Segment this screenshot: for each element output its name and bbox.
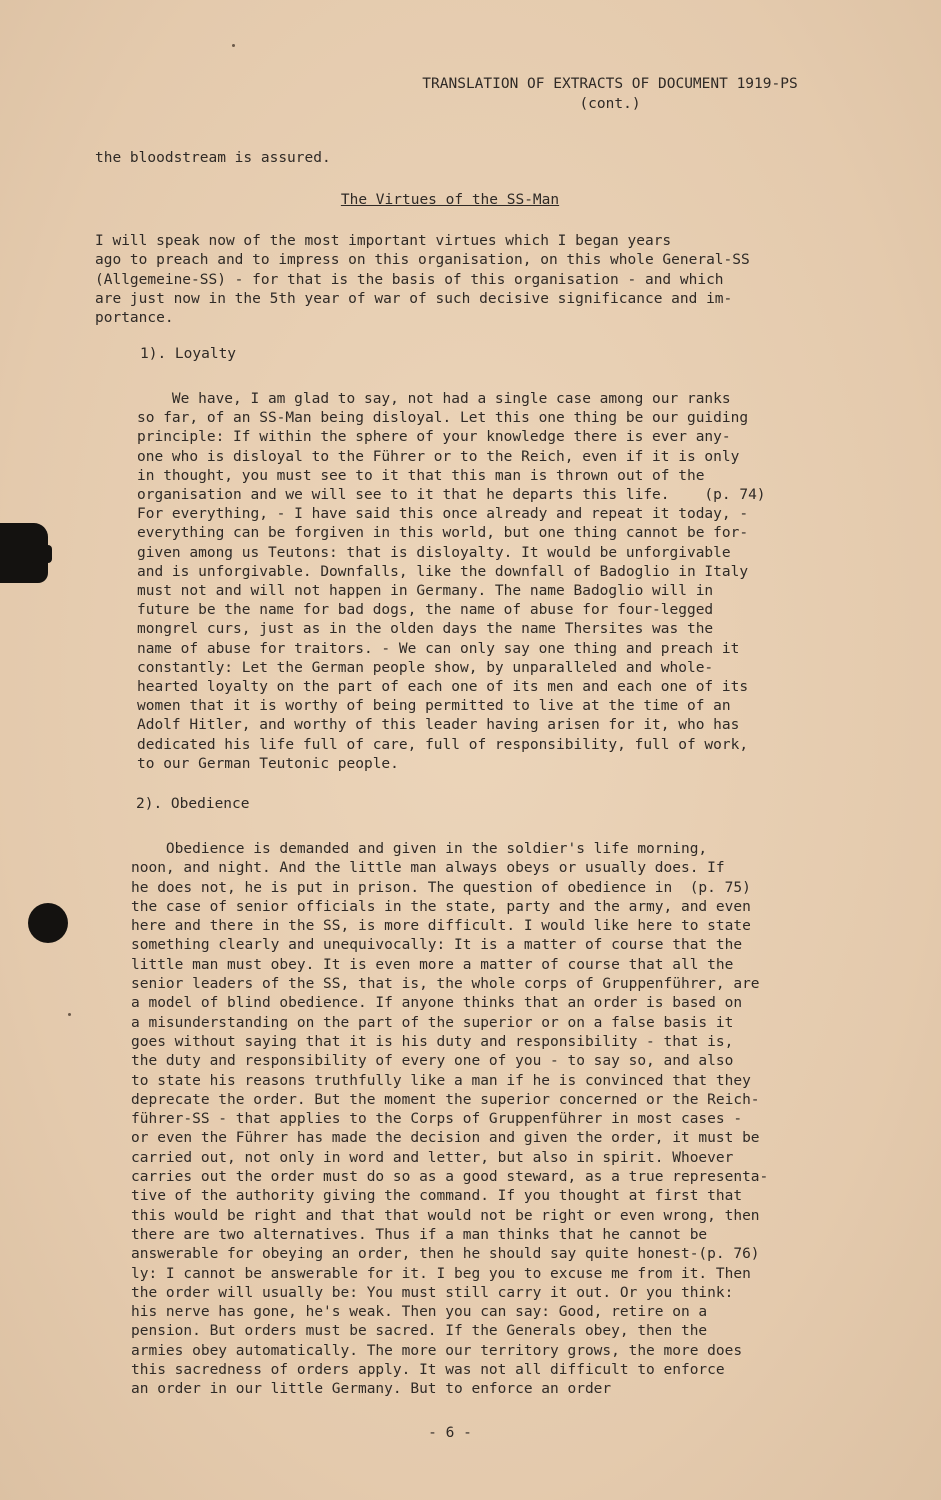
intro-paragraph: I will speak now of the most important virtues which I began years ago to preach and to impress on this organisation, on this whole General-SS (Allgemeine-SS) - for that is the basis of this organisation - and which are just now in the 5th year of war of such decisive significance and im- portance. (95, 233, 750, 327)
header-title: TRANSLATION OF EXTRACTS OF DOCUMENT 1919-PS (422, 76, 798, 92)
header-continued: (cont.) (579, 96, 641, 112)
binder-clip-tip (30, 545, 52, 563)
obedience-paragraph: Obedience is demanded and given in the soldier's life morning, noon, and night. And the little man always obeys or usually does. If he does not, he is put in prison. The question of obedience in (p. 75) the case of senior officials in the state, party and the army, and even here and there in the SS, is more difficult. I would like here to state something clearly and unequivocally: It is a matter of course that the little man must obey. It is even more a matter of course that all the senior leaders of the SS, that is, the whole corps of Gruppenführer, are a model of blind obedience. If anyone thinks that an order is based on a misunderstanding on the part of the superior or on a false basis it goes without saying that it is his duty and responsibility - that is, the duty and responsibility of every one of you - to say so, and also to state his reasons truthfully like a man if he is convinced that they deprecate the order. But the moment the superior concerned or the Reich- führer-SS - that applies to the Corps of Gruppenführer in most cases - or even the Führer has made the decision and given the order, it must be carried out, not only in word and letter, but also in spirit. Whoever carries out the order must do so as a good steward, as a true representa- tive of the authority giving the command. If you thought at first that this would be right and that that would not be right or even wrong, then there are two alternatives. Thus if a man thinks that he cannot be answerable for obeying an order, then he should say quite honest-(p. 76) ly: I cannot be answerable for it. I beg you to excuse me from it. Then the order will usually be: You must still carry it out. Or you think: his nerve has gone, he's weak. Then you can say: Good, retire on a pension. But orders must be sacred. If the Generals obey, then the armies obey automatically. The more our territory grows, the more does this sacredness of orders apply. It was not all difficult to enforce an order in our little Germany. But to enforce an order (131, 841, 769, 1398)
document-header (360, 74, 860, 114)
loyalty-heading: 1). Loyalty (140, 346, 237, 362)
obedience-heading: 2). Obedience (136, 796, 250, 812)
punch-hole (28, 903, 68, 943)
section-title (0, 192, 900, 208)
lead-line: the bloodstream is assured. (95, 150, 331, 166)
section-title-text: The Virtues of the SS-Man (340, 192, 560, 208)
paper-speck (68, 1013, 71, 1016)
loyalty-paragraph: We have, I am glad to say, not had a single case among our ranks so far, of an SS-Man being disloyal. Let this one thing be our guiding principle: If within the sphere of your knowledge there is ever any- one who is disloyal to the Führer or to the Reich, even if it is only in thought, you must see to it that this man is thrown out of the organisation and we will see to it that he departs this life. (p. 74) For everything, - I have said this once already and repeat it today, - everything can be forgiven in this world, but one thing cannot be for- given among us Teutons: that is disloyalty. It would be unforgivable and is unforgivable. Downfalls, like the downfall of Badoglio in Italy must not and will not happen in Germany. The name Badoglio will in future be the name for bad dogs, the name of abuse for four-legged mongrel curs, just as in the olden days the name Thersites was the name of abuse for traitors. - We can only say one thing and preach it constantly: Let the German people show, by unparalleled and whole- hearted loyalty on the part of each one of its men and each one of its women that it is worthy of being permitted to live at the time of an Adolf Hitler, and worthy of this leader having arisen for it, who has dedicated his life full of care, full of responsibility, full of work, to our German Teutonic people. (137, 391, 766, 772)
paper-speck (232, 44, 235, 47)
page-number: - 6 - (428, 1425, 472, 1441)
